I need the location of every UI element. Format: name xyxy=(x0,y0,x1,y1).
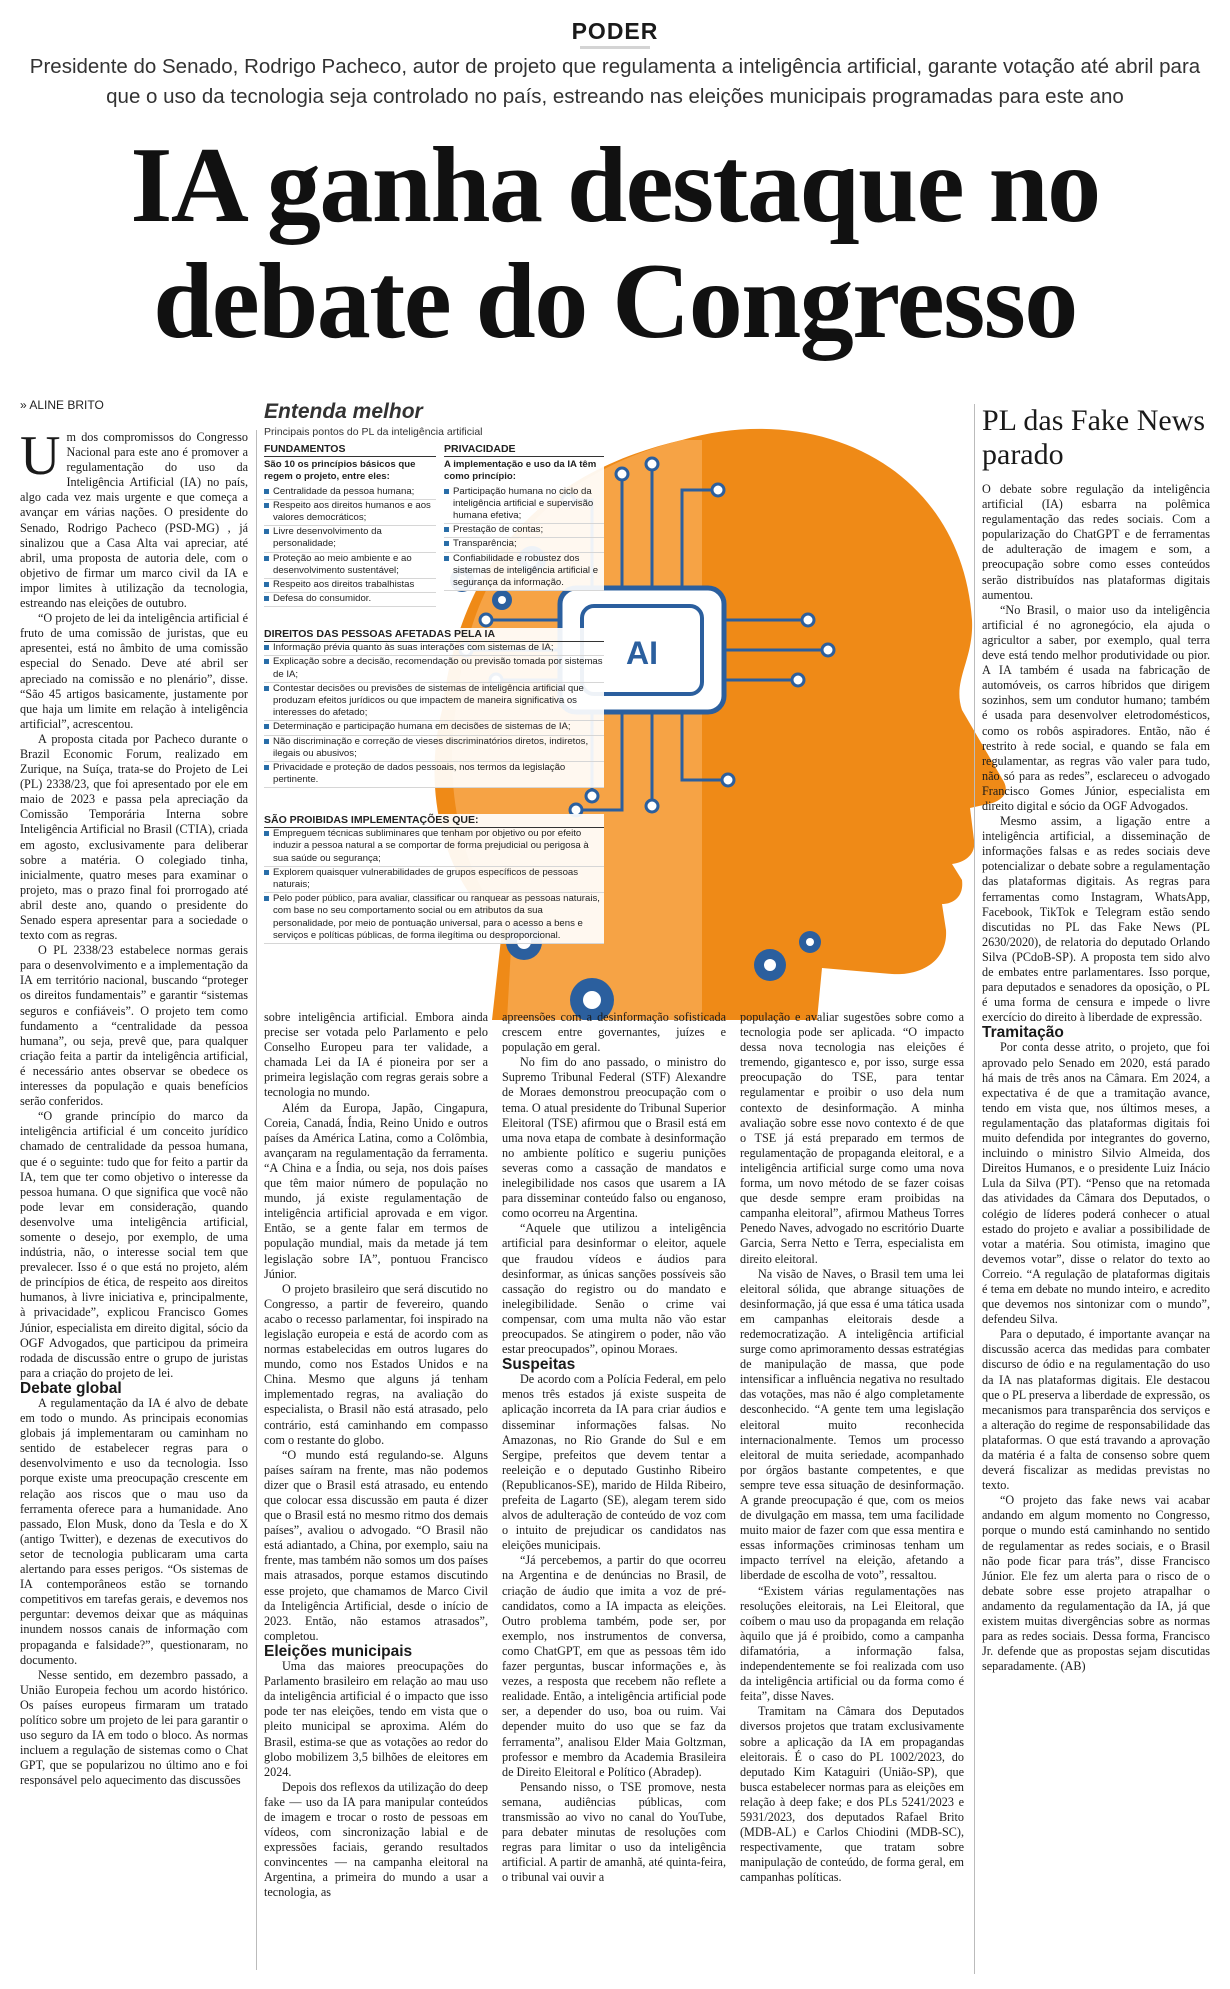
fund-lead: São 10 os princípios básicos que regem o projeto, entre eles: xyxy=(264,459,416,483)
priv-item: Participação humana no ciclo da inteligência artificial e supervisão humana efetiva; xyxy=(444,486,604,525)
fund-item: Livre desenvolvimento da personalidade; xyxy=(264,526,436,552)
paragraph: Tramitam na Câmara dos Deputados diversos projetos que tratam exclusivamente sobre a aplicação da IA em propagandas eleitorais. É o caso do PL 1002/2023, do deputado Kim Kataguiri (União-SP), que busca estabelecer normas para as eleições em relação à deep fake; e dos PLs 5241/2023 e 5931/2023, dos deputados Rafael Brito (MDB-AL) e Carlos Chiodini (MDB-SC), respectivamente, que tratam sobre manipulação de conteúdo, de forma geral, em campanhas políticas. xyxy=(740,1704,964,1885)
paragraph: “O grande princípio do marco da inteligência artificial é um conceito jurídico chamado de centralidade da pessoa humana, que é o seguinte: tudo que for feito a partir da IA, tem que ter como objetivo o interesse da pessoa humana. O que significa que você não pode levar em consideração, quando desenvolve uma inteligência artificial, somente o desejo, por exemplo, de uma indústria, não, o interesse social tem que prevalecer. Isso é o que está no projeto, além de princípios de ética, de respeito aos direitos humanos, à livre iniciativa e, principalmente, à privacidade”, explicou Francisco Gomes Júnior, especialista em direito digital, sócio da OGF Advogados, que participou da primeira rodada de discussão entre o grupo de juristas para a criação do projeto de lei. xyxy=(20,1109,248,1380)
dir-heading: DIREITOS DAS PESSOAS AFETADAS PELA IA xyxy=(264,628,604,642)
proib-heading: SÃO PROIBIDAS IMPLEMENTAÇÕES QUE: xyxy=(264,814,604,828)
paragraph: Além da Europa, Japão, Cingapura, Coreia, Canadá, Índia, Reino Unido e outros países da América Latina, como a Colômbia, avançaram na regulamentação da ferramenta. “A China e a Índia, ou seja, nos dois países que têm maior número de população no mundo, já existe regulamentação de inteligência artificial aprovada e em vigor. Então, se a gente falar em termos de população mundial, mais da metade já tem legislação sobre IA”, pontuou Francisco Júnior. xyxy=(264,1100,488,1281)
column-4 xyxy=(740,1010,964,1885)
priv-lead: A implementação e uso da IA têm como princípio: xyxy=(444,459,597,483)
dir-item: Contestar decisões ou previsões de sistemas de inteligência artificial que produzam efeitos jurídicos ou que impactem de maneira significativa os interesses do afetado; xyxy=(264,683,604,722)
column-divider xyxy=(974,404,975,1974)
fund-item: Centralidade da pessoa humana; xyxy=(264,486,436,500)
paragraph: A proposta citada por Pacheco durante o Brazil Economic Forum, realizado em Zurique, na Suíça, trata-se do Projeto de Lei (PL) 2338/23, que foi apresentado por ele em maio de 2023 e passa pela apreciação da Comissão Temporária Interna sobre Inteligência Artificial no Brasil (CTIA), criada em agosto, exclusivamente para deliberar sobre a matéria. O colegiado tinha, inicialmente, quatro meses para examinar o projeto, mas o prazo final foi prorrogado até abril deste ano, quando o presidente do Senado espera apresentar para a sociedade o texto com as regras. xyxy=(20,731,248,943)
paragraph: “Já percebemos, a partir do que ocorreu na Argentina e de denúncias no Brasil, de criação de áudio que imita a voz de pré-candidatos, como a IA impacta as eleições. Outro problema também, pode ser, por exemplo, nos instrumentos de conversa, como ChatGPT, em que as pessoas têm ido fazer perguntas, buscar informações e, às vezes, a resposta que recebem não reflete a realidade. Então, a inteligência artificial pode ser, a depender do uso, boa ou ruim. Vai depender muito do uso que se faz da ferramenta”, analisou Elder Maia Goltzman, professor e membro da Academia Brasileira de Direito Eleitoral e Político (Abradep). xyxy=(502,1553,726,1779)
info-subtitle: Principais pontos do PL da inteligência artificial xyxy=(264,426,483,438)
section-underline xyxy=(580,46,650,49)
headline-line-2: debate do Congresso xyxy=(153,242,1077,361)
drop-cap: U xyxy=(20,425,61,487)
fund-item: Proteção ao meio ambiente e ao desenvolvimento sustentável; xyxy=(264,553,436,579)
dir-item: Determinação e participação humana em decisões de sistemas de IA; xyxy=(264,721,604,735)
column-3 xyxy=(502,1010,726,1885)
paragraph: Por conta desse atrito, o projeto, que foi aprovado pelo Senado em 2020, está parado há mais de três anos na Câmara. Em 2024, a expectativa é de que a tramitação avance, tendo em vista que, nos últimos meses, a regulamentação das plataformas digitais foi muito defendida por integrantes do governo, incluindo o ministro Silvio Almeida, dos Direitos Humanos, e o presidente Luiz Inácio Lula da Silva (PT). “Penso que na retomada das atividades da Câmara dos Deputados, o colégio de líderes poderá conhecer o atual estado do projeto e avaliar a possibilidade de votar a matéria. Sou otimista, imagino que devemos votar”, disse o relator do texto ao Correio. “A regulação de plataformas digitais é tema em debate no mundo inteiro, e acredito que devemos nos sintonizar com o mundo”, defendeu Silva. xyxy=(982,1040,1210,1327)
info-box-fundamentos xyxy=(264,443,436,607)
subheading: Eleições municipais xyxy=(264,1642,413,1660)
paragraph: “O projeto das fake news vai acabar andando em algum momento no Congresso, porque o mundo está caminhando no sentido de regulamentar as redes sociais, e o Brasil não pode ficar para trás”, disse Francisco Júnior. Ele fez um alerta para o risco de o debate sobre esse projeto atrapalhar o andamento da regulamentação da IA, já que existem muitas divergências sobre as normas para as redes sociais. Dessa forma, Francisco Jr. defende que as propostas sejam discutidas separadamente. (AB) xyxy=(982,1493,1210,1674)
fund-item: Respeito aos direitos trabalhistas xyxy=(264,579,436,593)
subheading: Tramitação xyxy=(982,1024,1064,1042)
paragraph: sobre inteligência artificial. Embora ainda precise ser votada pelo Parlamento e pelo Conselho Europeu para ter validade, a chamada Lei da IA é pioneira por ser a primeira legislação com regras gerais sobre a tecnologia no mundo. xyxy=(264,1010,488,1100)
column-5 xyxy=(982,482,1210,1674)
priv-item: Prestação de contas; xyxy=(444,524,604,538)
sidebar-title: PL das Fake News parado xyxy=(982,404,1206,471)
paragraph: Um dos compromissos do Congresso Nacional para este ano é promover a regulamentação do uso da Inteligência Artificial (IA) no país, algo cada vez mais urgente e que começa a avançar em várias nações. O presidente do Senado, Rodrigo Pacheco (PSD-MG) , já sinalizou que a Casa Alta vai apreciar, até abril, uma proposta de autoria dele, com o objetivo de firmar um marco civil da IA e impor limites à utilização da tecnologia, estreando nas eleições de outubro. xyxy=(20,425,248,611)
dir-item: Não discriminação e correção de vieses discriminatórios diretos, indiretos, ilegais ou abusivos; xyxy=(264,736,604,762)
paragraph: apreensões com a desinformação sofisticada crescem entre governantes, juízes e população em geral. xyxy=(502,1010,726,1055)
headline xyxy=(0,128,1230,360)
paragraph: “No Brasil, o maior uso da inteligência artificial é no agronegócio, ela ajuda o agricultor a saber, por exemplo, qual terra deve está tendo melhor produtividade ou pior. A IA também é usada na fabricação de automóveis, os carros híbridos que dirigem sozinhos, sem um condutor humano; também é usada para desenvolver eletrodomésticos, como os robôs aspiradores. Então, não é restrito à rede social, e quando se fala em regulamentar, as regras vão valer para tudo, não só para as redes”, esclareceu o advogado Francisco Gomes Júnior, especialista em direito digital e sócio da OGF Advogados. xyxy=(982,602,1210,813)
info-title: Entenda melhor xyxy=(264,400,423,423)
paragraph: Nesse sentido, em dezembro passado, a União Europeia fechou um acordo histórico. Os países europeus firmaram um tratado político sobre um projeto de lei para garantir o uso seguro da IA em todo o bloco. As normas incluem a regulação de sistemas como o Chat GPT, que se popularizou no último ano e foi responsável pelo aquecimento das discussões xyxy=(20,1667,248,1788)
fund-item: Defesa do consumidor. xyxy=(264,593,436,607)
column-divider xyxy=(256,430,257,1970)
paragraph: Depois dos reflexos da utilização do deep fake — uso da IA para manipular conteúdos de imagem e trocar o rosto de pessoas em vídeos, com sincronização labial e de expressões faciais, gerando resultados convincentes — na campanha eleitoral na Argentina, a primeira do mundo a usar a tecnologia, as xyxy=(264,1779,488,1900)
paragraph: O debate sobre regulação da inteligência artificial (IA) esbarra na polêmica regulamentação das redes sociais. Com a popularização do ChatGPT e de ferramentas de adulteração de imagem e som, a preocupação sobre como esses conteúdos serão distribuídos nas plataformas digitais aumentou. xyxy=(982,482,1210,602)
paragraph: Na visão de Naves, o Brasil tem uma lei eleitoral sólida, que abrange situações de desinformação, já que essa é uma tática usada em campanhas eleitorais desde a redemocratização. A inteligência artificial surge como aprimoramento dessas estratégias de manipulação de massa, que pode intensificar a influência negativa no resultado das votações, mas não é algo completamente desconhecido. “A gente tem uma legislação eleitoral muito reconhecida internacionalmente. Temos um processo eleitoral de muita seriedade, acompanhado por órgãos bastante competentes, e que sempre teve essa situação de desinformação. A grande preocupação é que, com os meios de divulgação em massa, tem uma facilidade muito maior de fazer com que essa mentira e essas informações criminosas tenham um impacto terrível na eleição, afetando a liberdade de escolha de voto”, ressaltou. xyxy=(740,1266,964,1583)
info-box-direitos xyxy=(264,628,604,788)
chip-label: AI xyxy=(626,635,658,671)
paragraph: Pensando nisso, o TSE promove, nesta semana, audiências públicas, com transmissão ao vivo no canal do YouTube, para debater minutas de resoluções com regras para limitar o uso da inteligência artificial. A partir de amanhã, até quinta-feira, o tribunal vai ouvir a xyxy=(502,1779,726,1885)
column-2 xyxy=(264,1010,488,1901)
priv-item: Transparência; xyxy=(444,538,604,552)
paragraph: Para o deputado, é importante avançar na discussão acerca das medidas para combater discurso de ódio e na regulamentação do uso da IA nas plataformas digitais. Ele destacou que o PL preserva a liberdade de expressão, os mecanismos para transparência dos serviços e a alteração do regime de responsabilidade das plataformas. O que está travando a aprovação da matéria é a falta de consenso sobre quem deverá fiscalizar as medidas previstas no texto. xyxy=(982,1327,1210,1493)
section-label: PODER xyxy=(571,18,659,44)
deck-text: Presidente do Senado, Rodrigo Pacheco, autor de projeto que regulamenta a inteligência artificial, garante votação até abril para que o uso da tecnologia seja controlado no país, estreando nas eleições municipais programadas para este ano xyxy=(29,55,1201,108)
fund-item: Respeito aos direitos humanos e aos valores democráticos; xyxy=(264,500,436,526)
paragraph: O PL 2338/23 estabelece normas gerais para o desenvolvimento e a implementação da IA em território nacional, buscando “proteger os direitos fundamentais” e garantir “sistemas seguros e confiáveis”. O projeto tem como fundamento a “centralidade da pessoa humana”, ou seja, prevê que, para qualquer criação feita a partir da inteligência artificial, é necessário antes observar se obedece os interesses da população e quais benefícios serão conferidos. xyxy=(20,943,248,1109)
paragraph: O projeto brasileiro que será discutido no Congresso, a partir de fevereiro, quando acabo o recesso parlamentar, foi inspirado na legislação europeia e está de acordo com as normas estabelecidas em outros lugares do mundo, como nos Estados Unidos e na China. Mesmo que alguns já tenham implementado regras, na avaliação do especialista, o Brasil não está atrasado, pelo contrário, está caminhando em compasso com o restante do globo. xyxy=(264,1281,488,1447)
dir-item: Explicação sobre a decisão, recomendação ou previsão tomada por sistemas de IA; xyxy=(264,656,604,682)
byline: » ALINE BRITO xyxy=(20,398,104,412)
proib-item: Explorem quaisquer vulnerabilidades de grupos específicos de pessoas naturais; xyxy=(264,867,604,893)
subheading: Debate global xyxy=(20,1379,122,1397)
priv-item: Confiabilidade e robustez dos sistemas de inteligência artificial e segurança da informação. xyxy=(444,553,604,592)
info-box-proibidas xyxy=(264,814,604,944)
paragraph: “O projeto de lei da inteligência artificial é fruto de uma comissão de juristas, que eu apresentei, está no âmbito de uma comissão especial do Senado. Deve até abril ser apreciado na comissão e no plenário”, disse. “São 45 artigos basicamente, justamente por que haja um limite em relação à inteligência artificial”, acrescentou. xyxy=(20,611,248,731)
proib-item: Empreguem técnicas subliminares que tenham por objetivo ou por efeito induzir a pessoa natural a se comportar de forma prejudicial ou perigosa à sua saúde ou segurança; xyxy=(264,828,604,867)
paragraph: Mesmo assim, a ligação entre a inteligência artificial, a disseminação de informações falsas e as redes sociais deve potencializar o debate sobre a regulamentação das plataformas digitais. As regras para ferramentas como Instagram, WhatsApp, Facebook, TikTok e Telegram estão sendo discutidas no PL das Fake News (PL 2630/2020), de relatoria do deputado Orlando Silva (PCdoB-SP). A proposta tem sido alvo de embates entre parlamentares. Isso porque, para deputados e senadores da oposição, o PL é uma forma de censura e impede o livre exercício do direito à liberdade de expressão. xyxy=(982,814,1210,1025)
paragraph: “Aquele que utilizou a inteligência artificial para desinformar o eleitor, aquele que fraudou vídeos e áudios para desinformar, as únicas sanções possíveis são cassação do registro ou do mandato e inelegibilidade. Senão o crime vai compensar, com uma multa não vão estar preocupados. Se atingirem o poder, não vão estar preocupados”, opinou Moraes. xyxy=(502,1221,726,1357)
paragraph: Uma das maiores preocupações do Parlamento brasileiro em relação ao mau uso da inteligência artificial é o impacto que isso pode ter nas eleições, tendo em vista que o pleito municipal se aproxima. Além do Brasil, estima-se que as votações ao redor do globo mobilizem 3,5 bilhões de eleitores em 2024. xyxy=(264,1659,488,1779)
subheading: Suspeitas xyxy=(502,1356,576,1374)
paragraph: população e avaliar sugestões sobre como a tecnologia pode ser aplicada. “O impacto dessa nova tecnologia nas eleições é tremendo, gigantesco e, por isso, surge essa preocupação do TSE, para tentar regulamentar e proibir o uso dela num contexto de desinformação. A minha avaliação sobre esse novo contexto é de que o TSE já está preparado em termos de regulamentação de propaganda eleitoral, e a inteligência artificial surge como uma nova forma, um novo método de se fazer coisas que desde sempre eram proibidas na campanha eleitoral”, afirmou Matheus Torres Penedo Naves, advogado no escritório Duarte Garcia, Serra Netto e Terra, especialista em direito eleitoral. xyxy=(740,1010,964,1266)
dir-item: Informação prévia quanto às suas interações com sistemas de IA; xyxy=(264,642,604,656)
info-box-privacidade xyxy=(444,443,604,591)
priv-heading: PRIVACIDADE xyxy=(444,443,604,457)
paragraph: “O mundo está regulando-se. Alguns países saíram na frente, mas não podemos dizer que o Brasil está atrasado, eu entendo que colocar essa discussão em pauta é dizer que o Brasil está no mesmo ritmo dos demais países”, avaliou o advogado. “O Brasil não está adiantado, a China, por exemplo, saiu na frente, mas também não somos um dos países mais atrasados, porque estamos discutindo esse projeto, que chamamos de Marco Civil da Inteligência Artificial, desde o início de 2023. Então, não estamos atrasados”, completou. xyxy=(264,1447,488,1643)
paragraph: A regulamentação da IA é alvo de debate em todo o mundo. As principais economias globais já implementaram ou caminham no sentido de estabelecer regras para o desenvolvimento e uso da tecnologia. Isso porque existe uma preocupação crescente em relação aos riscos que o mau uso da ferramenta oferece para a humanidade. Ano passado, Elon Musk, dono da Tesla e do X (antigo Twitter), e dezenas de executivos do setor de tecnologia publicaram uma carta alertando para esses perigos. “Os sistemas de IA contemporâneos estão se tornando competitivos em tarefas gerais, e devemos nos perguntar: devemos deixar que as máquinas inundem nossos canais de informação com propaganda e falsidade?”, questionaram, no documento. xyxy=(20,1396,248,1667)
dir-item: Privacidade e proteção de dados pessoais, nos termos da legislação pertinente. xyxy=(264,762,604,788)
proib-item: Pelo poder público, para avaliar, classificar ou ranquear as pessoas naturais, com base no seu comportamento social ou em atributos da sua personalidade, por meio de pontuação universal, para o acesso a bens e serviços e políticas públicas, de forma ilegítima ou desproporcional. xyxy=(264,893,604,944)
fund-heading: FUNDAMENTOS xyxy=(264,443,436,457)
column-1 xyxy=(20,425,248,1788)
paragraph: De acordo com a Polícia Federal, em pelo menos três estados já existe suspeita de aplicação incorreta da IA para criar áudios e disseminar informações falsas. No Amazonas, no Rio Grande do Sul e em Sergipe, prefeitos que devem tentar a reeleição e o deputado Gustinho Ribeiro (Republicanos-SE), marido de Hilda Ribeiro, prefeita de Lagarto (SE), alegam terem sido alvos de adulteração de conteúdo de voz com o intuito de prejudicar os candidatos nas eleições municipais. xyxy=(502,1372,726,1553)
paragraph: No fim do ano passado, o ministro do Supremo Tribunal Federal (STF) Alexandre de Moraes demonstrou preocupação com o tema. O atual presidente do Tribunal Superior Eleitoral (TSE) afirmou que o Brasil está em uma nova etapa de combate à desinformação no ambiente político e sugeriu punições severas como a cassação de mandatos e inelegibilidade nos casos que usarem a IA para disseminar conteúdo falso ou enganoso, como ocorreu na Argentina. xyxy=(502,1055,726,1221)
headline-line-1: IA ganha destaque no xyxy=(130,126,1100,245)
paragraph: “Existem várias regulamentações nas resoluções eleitorais, na Lei Eleitoral, que coíbem o mau uso da propaganda em relação àquilo que já é proibido, como a campanha difamatória, a informação falsa, independentemente se foi realizada com uso da inteligência artificial ou da forma como é feita”, disse Naves. xyxy=(740,1583,964,1704)
